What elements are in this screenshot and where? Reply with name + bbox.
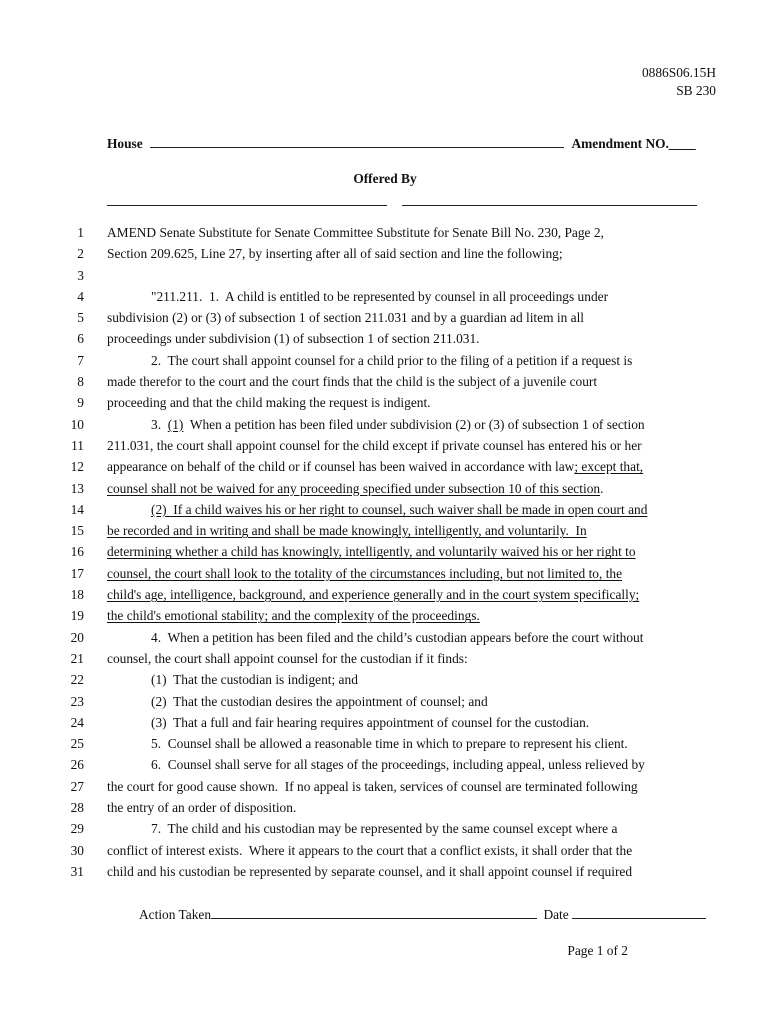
inserted-text: counsel shall not be waived for any proceeding specified under subsection 10 of this section [107,480,601,496]
offered-by-signature-line-left [107,205,387,206]
text-run: 211.031, the court shall appoint counsel for the child except if private counsel has entered his or her [107,437,642,453]
date-label: Date [543,907,569,922]
line-number: 16 [70,544,84,560]
line-text [107,243,563,264]
line-number: 27 [70,778,84,794]
line-text [107,456,643,477]
line-text [107,307,584,328]
document-line [0,712,770,733]
inserted-text: counsel, the court shall look to the totality of the circumstances including, but not limited to, the [107,565,623,581]
text-run: counsel, the court shall appoint counsel for the custodian if it finds: [107,650,468,666]
text-run: (3) That a full and fair hearing requires appointment of counsel for the custodian. [151,714,590,730]
text-run: 5. Counsel shall be allowed a reasonable time in which to prepare to represent his client. [151,736,628,752]
line-text [107,435,642,456]
document-line [0,691,770,712]
line-number: 21 [70,650,84,666]
house-label: House [107,136,143,151]
inserted-text: (1) [167,416,184,432]
text-run: "211.211. 1. A child is entitled to be represented by counsel in all proceedings under [151,288,609,304]
line-text [151,499,647,520]
inserted-text: the child's emotional stability; and the complexity of the proceedings. [107,608,480,624]
document-line [0,520,770,541]
line-number: 5 [77,310,84,326]
document-line [0,776,770,797]
text-run: 7. The child and his custodian may be represented by the same counsel except where a [151,821,618,837]
amendment-number-label: Amendment NO. [571,136,669,151]
document-line [0,648,770,669]
text-run: AMEND Senate Substitute for Senate Committee Substitute for Senate Bill No. 230, Page 2, [107,225,604,240]
document-line [0,435,770,456]
line-number: 29 [70,821,84,837]
document-line [0,754,770,775]
line-number: 31 [70,863,84,879]
document-line [0,265,770,286]
amendment-header-row [107,135,717,152]
document-line [0,563,770,584]
text-run: 4. When a petition has been filed and the child’s custodian appears before the court without [151,629,644,645]
line-number: 19 [70,608,84,624]
text-run: proceedings under subdivision (1) of subsection 1 of section 211.031. [107,331,480,347]
line-text [107,478,603,499]
line-number: 10 [70,416,84,432]
action-taken-blank [211,906,537,919]
line-text [151,754,645,775]
document-line [0,627,770,648]
line-number: 7 [77,352,84,368]
document-line [0,605,770,626]
line-number: 14 [70,501,84,517]
line-text [151,627,643,648]
document-line [0,392,770,413]
text-run: Section 209.625, Line 27, by inserting after all of said section and line the following; [107,246,563,262]
bill-number: SB 230 [676,83,716,98]
document-line [0,243,770,264]
date-blank [572,906,706,919]
inserted-text: child's age, intelligence, background, and experience generally and in the court system specifically; [107,587,640,603]
line-text [107,648,468,669]
action-taken-row [139,906,706,923]
line-number: 13 [70,480,84,496]
house-blank [150,135,564,148]
line-number: 11 [71,437,84,453]
line-text [151,691,488,712]
text-run: . [600,480,604,496]
line-text [107,840,632,861]
line-number: 26 [70,757,84,773]
line-number: 23 [70,693,84,709]
line-number: 17 [70,565,84,581]
line-number: 4 [77,288,84,304]
text-run: the entry of an order of disposition. [107,800,297,816]
line-text [107,584,639,605]
line-text [107,797,296,818]
inserted-text: be recorded and in writing and shall be made knowingly, intelligently, and voluntarily. In [107,523,587,539]
line-text [151,669,358,690]
text-run: the court for good cause shown. If no appeal is taken, services of counsel are terminated following [107,778,638,794]
offered-by-signature-line-right [402,205,697,206]
inserted-text: (2) If a child waives his or her right to counsel, such waiver shall be made in open court and [151,501,648,517]
document-line [0,584,770,605]
document-line [0,797,770,818]
line-text [107,520,587,541]
line-text [107,605,480,626]
line-text [107,328,480,349]
document-line [0,328,770,349]
text-run: proceeding and that the child making the request is indigent. [107,395,431,411]
document-code-block [642,64,716,100]
text-run: subdivision (2) or (3) of subsection 1 of section 211.031 and by a guardian ad litem in all [107,310,585,326]
inserted-text: determining whether a child has knowingly, intelligently, and voluntarily waived his or her right to [107,544,636,560]
document-line [0,456,770,477]
line-text [107,776,638,797]
amendment-body [0,222,770,882]
document-line [0,499,770,520]
line-text [107,371,597,392]
line-number: 3 [77,267,84,283]
line-number: 6 [77,331,84,347]
line-number: 1 [77,225,84,240]
text-run: child and his custodian be represented by separate counsel, and it shall appoint counsel if required [107,863,633,879]
text-run: 3. [151,416,168,432]
line-text [151,414,645,435]
line-text [151,286,608,307]
document-line [0,478,770,499]
document-line [0,350,770,371]
amendment-number-blank: ____ [668,136,696,151]
line-text [151,818,617,839]
document-line [0,733,770,754]
text-run: 6. Counsel shall serve for all stages of the proceedings, including appeal, unless relieved by [151,757,645,773]
line-text [107,541,636,562]
line-text [151,733,628,754]
text-run: (1) That the custodian is indigent; and [151,672,358,688]
document-line [0,861,770,882]
text-run: When a petition has been filed under subdivision (2) or (3) of subsection 1 of section [183,416,645,432]
action-taken-label: Action Taken [139,907,212,922]
line-number: 20 [70,629,84,645]
document-line [0,222,770,243]
text-run: conflict of interest exists. Where it appears to the court that a conflict exists, it shall order that the [107,842,633,858]
line-number: 18 [70,587,84,603]
line-number: 12 [70,459,84,475]
document-line [0,371,770,392]
document-line [0,840,770,861]
line-text [151,350,632,371]
line-number: 28 [70,800,84,816]
document-code: 0886S06.15H [641,65,716,80]
line-text [107,563,622,584]
text-run: 2. The court shall appoint counsel for a child prior to the filing of a petition if a request is [151,352,633,368]
offered-by-heading: Offered By [353,171,417,186]
line-text [107,392,431,413]
document-line [0,307,770,328]
document-line [0,669,770,690]
line-number: 2 [77,246,84,262]
line-number: 30 [70,842,84,858]
text-run: appearance on behalf of the child or if counsel has been waived in accordance with law [107,459,575,475]
line-number: 22 [70,672,84,688]
inserted-text: ; except that, [574,459,644,475]
line-text [107,222,604,243]
line-number: 24 [70,714,84,730]
page-number: Page 1 of 2 [567,943,628,958]
line-text [107,861,632,882]
text-run: made therefor to the court and the court finds that the child is the subject of a juvenile court [107,374,598,390]
line-number: 9 [77,395,84,411]
document-line [0,414,770,435]
text-run: (2) That the custodian desires the appointment of counsel; and [151,693,488,709]
document-line [0,818,770,839]
line-number: 25 [70,736,84,752]
line-number: 8 [77,374,84,390]
line-number: 15 [70,523,84,539]
document-line [0,541,770,562]
document-line [0,286,770,307]
line-text [151,712,589,733]
